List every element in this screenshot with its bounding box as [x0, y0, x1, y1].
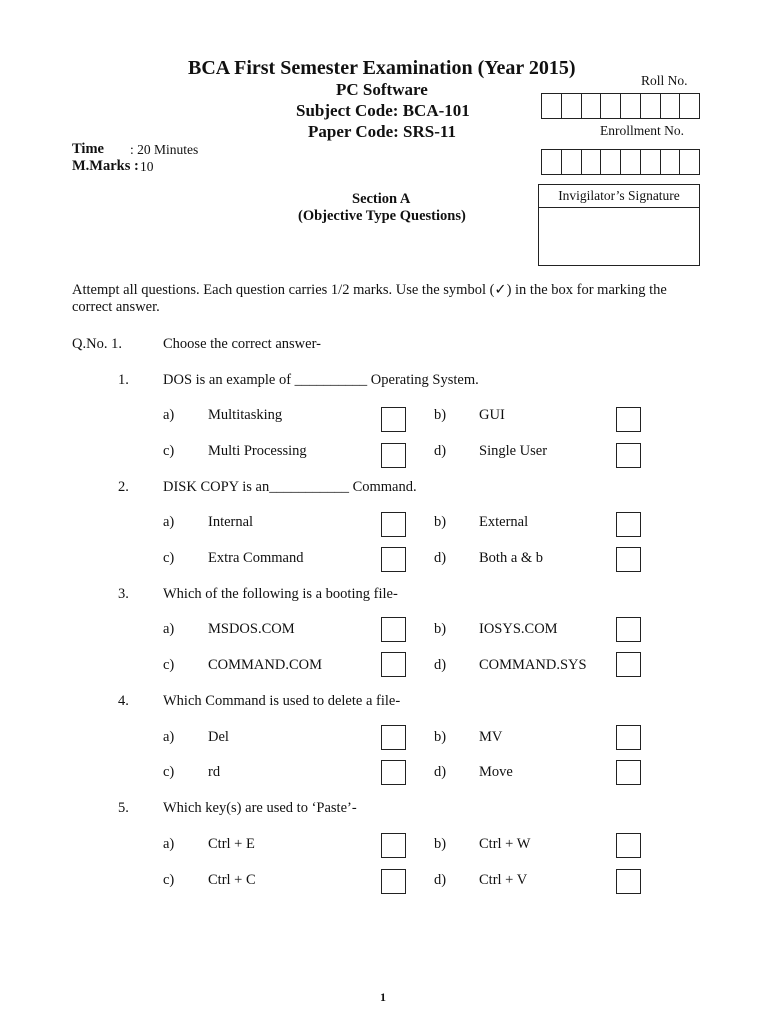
- option-c-text: Extra Command: [208, 550, 304, 566]
- option-d-checkbox[interactable]: [616, 652, 641, 677]
- roll-no-digit-box[interactable]: [601, 94, 621, 118]
- enrollment-digit-box[interactable]: [562, 150, 582, 174]
- question-text: DISK COPY is an___________ Command.: [163, 479, 417, 495]
- roll-no-digit-box[interactable]: [621, 94, 641, 118]
- option-b-label: b): [434, 729, 447, 745]
- subject-code: Subject Code: BCA-101: [296, 101, 470, 120]
- roll-no-digit-box[interactable]: [542, 94, 562, 118]
- option-d-label: d): [434, 764, 447, 780]
- enrollment-digit-box[interactable]: [542, 150, 562, 174]
- question-number: 5.: [118, 800, 129, 816]
- exam-title: BCA First Semester Examination (Year 2015): [188, 57, 576, 79]
- section-subtitle: (Objective Type Questions): [298, 208, 466, 224]
- option-c-checkbox[interactable]: [381, 869, 406, 894]
- option-c-checkbox[interactable]: [381, 760, 406, 785]
- option-c-label: c): [163, 764, 175, 780]
- option-d-checkbox[interactable]: [616, 443, 641, 468]
- question-number: 4.: [118, 693, 129, 709]
- option-a-label: a): [163, 836, 175, 852]
- option-b-checkbox[interactable]: [616, 407, 641, 432]
- roll-no-digit-box[interactable]: [641, 94, 661, 118]
- option-c-label: c): [163, 443, 175, 459]
- question-group-prompt: Choose the correct answer-: [163, 336, 321, 352]
- option-b-text: GUI: [479, 407, 505, 423]
- option-a-text: Ctrl + E: [208, 836, 255, 852]
- enrollment-no-label: Enrollment No.: [600, 123, 684, 138]
- option-c-checkbox[interactable]: [381, 547, 406, 572]
- enrollment-digit-box[interactable]: [621, 150, 641, 174]
- page-number: 1: [380, 990, 386, 1004]
- question-number: 3.: [118, 586, 129, 602]
- roll-no-digit-box[interactable]: [582, 94, 602, 118]
- option-d-checkbox[interactable]: [616, 760, 641, 785]
- option-b-label: b): [434, 621, 447, 637]
- option-d-label: d): [434, 872, 447, 888]
- option-a-text: MSDOS.COM: [208, 621, 295, 637]
- option-b-text: IOSYS.COM: [479, 621, 558, 637]
- marks-label: M.Marks :: [72, 158, 139, 174]
- option-a-checkbox[interactable]: [381, 512, 406, 537]
- option-d-label: d): [434, 550, 447, 566]
- option-d-label: d): [434, 657, 447, 673]
- option-b-text: Ctrl + W: [479, 836, 531, 852]
- instructions: Attempt all questions. Each question carries 1/2 marks. Use the symbol (✓) in the box for marking the correct answer.: [72, 282, 667, 315]
- option-a-checkbox[interactable]: [381, 833, 406, 858]
- option-c-text: COMMAND.COM: [208, 657, 323, 673]
- option-d-text: Ctrl + V: [479, 872, 528, 888]
- option-b-checkbox[interactable]: [616, 725, 641, 750]
- enrollment-digit-box[interactable]: [680, 150, 699, 174]
- roll-no-label: Roll No.: [641, 73, 688, 88]
- time-value: : 20 Minutes: [130, 142, 199, 157]
- option-c-checkbox[interactable]: [381, 443, 406, 468]
- roll-no-digit-box[interactable]: [661, 94, 681, 118]
- question-text: Which of the following is a booting file-: [163, 586, 398, 602]
- option-a-text: Del: [208, 729, 229, 745]
- subject-name: PC Software: [336, 80, 428, 99]
- question-number: 1.: [118, 372, 129, 388]
- enrollment-digit-box[interactable]: [582, 150, 602, 174]
- option-a-checkbox[interactable]: [381, 407, 406, 432]
- option-b-text: MV: [479, 729, 503, 745]
- option-c-label: c): [163, 657, 175, 673]
- option-c-text: Ctrl + C: [208, 872, 256, 888]
- option-b-label: b): [434, 514, 447, 530]
- option-b-checkbox[interactable]: [616, 833, 641, 858]
- section-title: Section A: [352, 191, 411, 207]
- enrollment-digit-box[interactable]: [601, 150, 621, 174]
- roll-no-digit-box[interactable]: [562, 94, 582, 118]
- option-d-text: Both a & b: [479, 550, 544, 566]
- option-a-label: a): [163, 621, 175, 637]
- option-a-text: Internal: [208, 514, 254, 530]
- question-group-number: Q.No. 1.: [72, 336, 122, 352]
- invigilator-signature-box[interactable]: [538, 184, 700, 266]
- question-text: Which key(s) are used to ‘Paste’-: [163, 800, 357, 816]
- option-a-label: a): [163, 729, 175, 745]
- question-text: Which Command is used to delete a file-: [163, 693, 401, 709]
- roll-no-boxes[interactable]: [541, 93, 700, 119]
- marks-value: 10: [140, 159, 154, 174]
- paper-code: Paper Code: SRS-11: [308, 122, 456, 141]
- option-c-label: c): [163, 872, 175, 888]
- enrollment-digit-box[interactable]: [641, 150, 661, 174]
- question-text: DOS is an example of __________ Operating System.: [163, 372, 479, 388]
- option-d-label: d): [434, 443, 447, 459]
- option-b-label: b): [434, 836, 447, 852]
- option-b-text: External: [479, 514, 529, 530]
- option-b-label: b): [434, 407, 447, 423]
- option-a-checkbox[interactable]: [381, 617, 406, 642]
- option-c-text: rd: [208, 764, 221, 780]
- option-a-checkbox[interactable]: [381, 725, 406, 750]
- time-label: Time: [72, 141, 104, 157]
- option-d-checkbox[interactable]: [616, 869, 641, 894]
- option-d-text: Single User: [479, 443, 548, 459]
- option-c-checkbox[interactable]: [381, 652, 406, 677]
- option-d-checkbox[interactable]: [616, 547, 641, 572]
- option-a-label: a): [163, 514, 175, 530]
- option-b-checkbox[interactable]: [616, 512, 641, 537]
- option-a-text: Multitasking: [208, 407, 283, 423]
- option-d-text: COMMAND.SYS: [479, 657, 587, 673]
- option-c-text: Multi Processing: [208, 443, 307, 459]
- roll-no-digit-box[interactable]: [680, 94, 699, 118]
- option-a-label: a): [163, 407, 175, 423]
- option-d-text: Move: [479, 764, 513, 780]
- enrollment-no-boxes[interactable]: [541, 149, 700, 175]
- option-b-checkbox[interactable]: [616, 617, 641, 642]
- invigilator-signature-label: Invigilator’s Signature: [539, 185, 699, 208]
- question-number: 2.: [118, 479, 129, 495]
- option-c-label: c): [163, 550, 175, 566]
- enrollment-digit-box[interactable]: [661, 150, 681, 174]
